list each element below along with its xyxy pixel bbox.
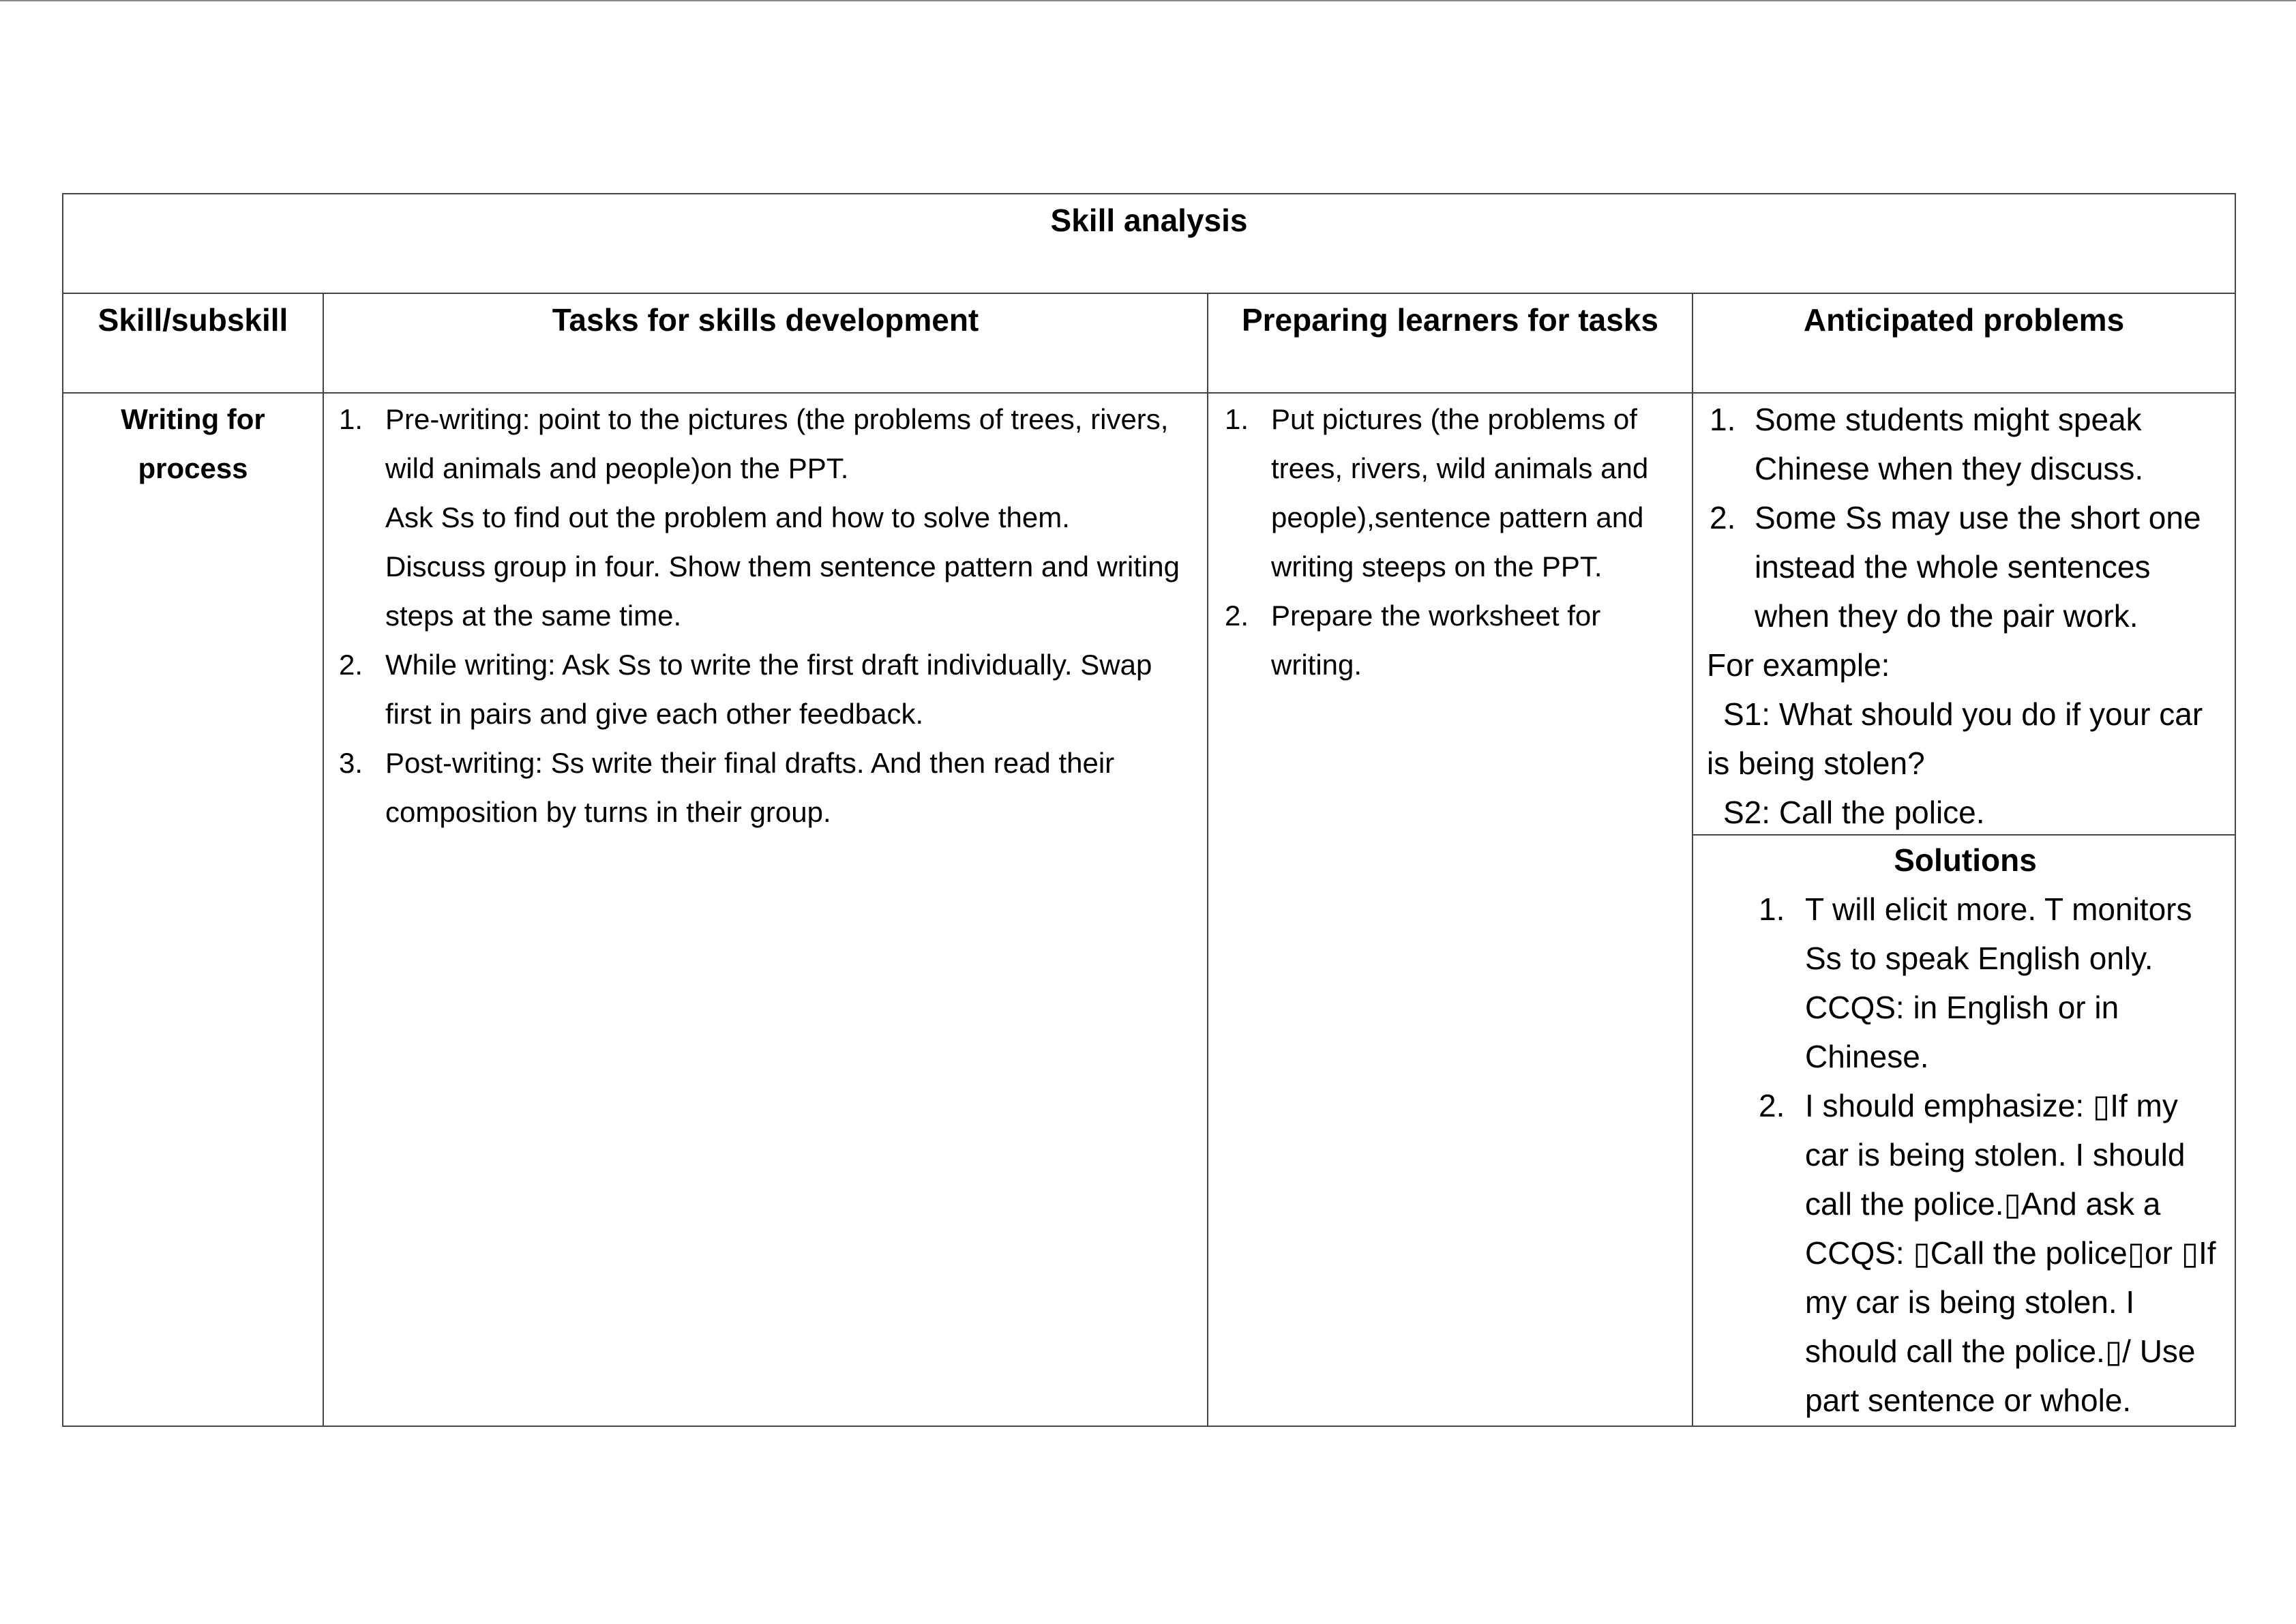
problem-text: Some students might speak Chinese when they discuss. [1755, 402, 2144, 486]
solutions-heading: Solutions [1894, 842, 2037, 878]
tasks-list [336, 395, 1195, 837]
page-top-border [0, 0, 2296, 1]
list-item [336, 640, 1195, 739]
header-skill-label: Skill/subskill [98, 302, 288, 338]
list-number: 1. [339, 403, 363, 435]
preparing-text: Prepare the worksheet for writing. [1271, 600, 1601, 681]
preparing-text: Put pictures (the problems of trees, rivers, wild animals and people),sentence pattern and writing steeps on the PPT. [1271, 403, 1649, 582]
task-text: Pre-writing: point to the pictures (the problems of trees, rivers, wild animals and people)on the PPT. [385, 403, 1169, 484]
list-item [1707, 493, 2224, 640]
example-label: For example: [1707, 647, 1890, 683]
skill-cell [63, 393, 323, 1426]
list-number: 2. [1710, 500, 1736, 535]
list-number: 3. [339, 747, 363, 779]
table-title: Skill analysis [1050, 203, 1248, 238]
header-preparing [1208, 293, 1693, 393]
solutions-list [1707, 885, 2224, 1425]
task-extra-text: Ask Ss to find out the problem and how to solve them. [385, 501, 1070, 533]
list-item [1222, 395, 1678, 591]
skill-line-2: process [138, 452, 248, 484]
header-problems [1693, 293, 2235, 393]
header-problems-label: Anticipated problems [1803, 302, 2125, 338]
anticipated-problems-box [1693, 394, 2235, 836]
preparing-list [1222, 395, 1678, 690]
problem-text: Some Ss may use the short one instead the whole sentences when they do the pair work. [1755, 500, 2201, 634]
list-number: 1. [1759, 891, 1785, 927]
title-cell [63, 194, 2235, 293]
header-preparing-label: Preparing learners for tasks [1241, 302, 1659, 338]
list-item [1707, 395, 2224, 493]
skill-line-1: Writing for [121, 403, 265, 435]
list-item [1756, 885, 2224, 1081]
list-item [1222, 591, 1678, 690]
solutions-box [1693, 836, 2235, 1425]
solution-text: I should emphasize: ▯If my car is being stolen. I should call the police.▯And ask a CCQS: ▯Call the police▯or ▯If my car is being stolen. I should call the police.▯/ Use part sentence or whole. [1805, 1088, 2216, 1418]
list-item [1756, 1081, 2224, 1425]
header-skill [63, 293, 323, 393]
list-number: 2. [339, 649, 363, 681]
preparing-cell [1208, 393, 1693, 1426]
list-item [336, 395, 1195, 640]
header-tasks-label: Tasks for skills development [552, 302, 979, 338]
solution-text: T will elicit more. T monitors Ss to speak English only. CCQS: in English or in Chinese. [1805, 891, 2192, 1074]
tasks-cell [323, 393, 1208, 1426]
problems-list [1707, 395, 2224, 640]
problems-cell [1693, 393, 2235, 1426]
header-tasks [323, 293, 1208, 393]
list-number: 2. [1759, 1088, 1785, 1123]
example-s1: S1: What should you do if your car is being stolen? [1707, 696, 2203, 781]
skill-analysis-table [62, 193, 2236, 1427]
task-text: Post-writing: Ss write their final drafts. And then read their composition by turns in their group. [385, 747, 1115, 828]
list-item [336, 739, 1195, 837]
task-text: While writing: Ask Ss to write the first draft individually. Swap first in pairs and give each other feedback. [385, 649, 1152, 730]
list-number: 1. [1225, 403, 1249, 435]
list-number: 2. [1225, 600, 1249, 632]
task-extra-text: Discuss group in four. Show them sentence pattern and writing steps at the same time. [385, 550, 1180, 632]
list-number: 1. [1710, 402, 1736, 437]
example-s2: S2: Call the police. [1723, 795, 1985, 830]
